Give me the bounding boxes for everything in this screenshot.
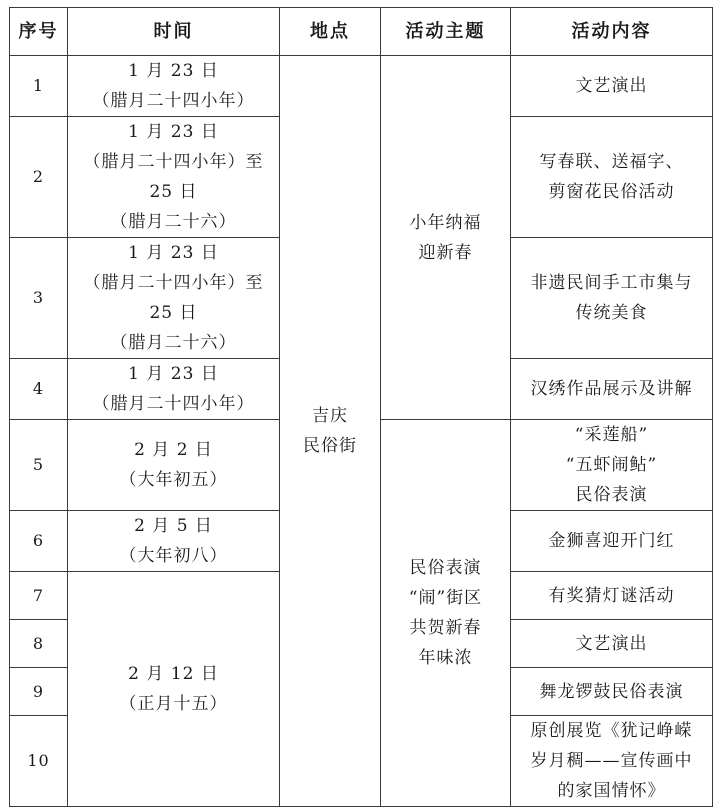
time-line: （大年初五） <box>119 470 228 490</box>
row-content <box>511 572 713 620</box>
header-row <box>10 8 713 56</box>
theme-line: 年味浓 <box>418 648 473 668</box>
content-line: 文艺演出 <box>575 76 648 96</box>
time-line: 25 日 <box>149 182 198 202</box>
row-number: 10 <box>10 716 68 807</box>
time-line: 2 月 5 日 <box>134 516 213 536</box>
activity-schedule-table <box>9 7 713 807</box>
content-line: 舞龙锣鼓民俗表演 <box>539 681 684 702</box>
time-line: （腊月二十六） <box>110 333 237 353</box>
location-cell <box>280 56 381 807</box>
theme-line: 共贺新春 <box>409 618 482 638</box>
row-time <box>68 238 280 359</box>
theme-cell <box>381 420 511 807</box>
content-line: 有奖猜灯谜活动 <box>548 585 675 606</box>
content-line: 民俗表演 <box>575 485 648 505</box>
location-line: 吉庆 <box>312 406 348 426</box>
row-content <box>511 359 713 420</box>
header-time: 时间 <box>68 8 280 56</box>
time-line: （腊月二十六） <box>110 212 237 232</box>
content-line: 非遗民间手工市集与 <box>530 273 693 293</box>
time-line: 1 月 23 日 <box>128 122 219 142</box>
time-line: 25 日 <box>149 303 198 323</box>
header-content: 活动内容 <box>511 8 713 56</box>
row-time <box>68 420 280 511</box>
time-line: 2 月 12 日 <box>128 664 219 684</box>
row-number: 6 <box>10 511 68 572</box>
row-number: 3 <box>10 238 68 359</box>
content-line: 剪窗花民俗活动 <box>548 182 675 202</box>
time-line: （腊月二十四小年） <box>92 91 255 111</box>
time-line: （腊月二十四小年）至 <box>83 273 264 293</box>
header-location: 地点 <box>280 8 381 56</box>
content-line: “五虾闹鲇” <box>565 455 658 475</box>
time-line: （腊月二十四小年）至 <box>83 152 264 172</box>
content-line: 汉绣作品展示及讲解 <box>530 379 693 399</box>
theme-line: 民俗表演 <box>409 558 482 578</box>
location-line: 民俗街 <box>303 436 357 456</box>
row-time <box>68 56 280 117</box>
row-time <box>68 511 280 572</box>
content-line: 传统美食 <box>575 303 648 323</box>
row-content <box>511 420 713 511</box>
time-line: （正月十五） <box>119 694 228 714</box>
row-time <box>68 359 280 420</box>
theme-cell <box>381 56 511 420</box>
content-line: “采莲船” <box>574 425 649 445</box>
row-number: 8 <box>10 620 68 668</box>
row-number: 2 <box>10 117 68 238</box>
time-line: （腊月二十四小年） <box>92 394 255 414</box>
content-line: 金狮喜迎开门红 <box>548 531 675 551</box>
time-line: 1 月 23 日 <box>128 61 219 81</box>
shared-time-cell <box>68 572 280 807</box>
table-row <box>10 56 713 117</box>
content-line: 的家国情怀》 <box>557 781 666 801</box>
content-line: 原创展览《犹记峥嵘 <box>530 721 693 741</box>
header-no: 序号 <box>10 8 68 56</box>
row-content <box>511 117 713 238</box>
row-time <box>68 117 280 238</box>
row-number: 7 <box>10 572 68 620</box>
row-content <box>511 56 713 117</box>
content-line: 岁月稠——宣传画中 <box>530 751 693 771</box>
header-theme: 活动主题 <box>381 8 511 56</box>
row-content <box>511 716 713 807</box>
row-content <box>511 668 713 716</box>
theme-line: 迎新春 <box>418 242 473 263</box>
row-number: 1 <box>10 56 68 117</box>
time-line: 1 月 23 日 <box>128 243 219 263</box>
row-number: 4 <box>10 359 68 420</box>
content-line: 文艺演出 <box>575 633 648 654</box>
row-content <box>511 238 713 359</box>
time-line: 2 月 2 日 <box>134 440 213 460</box>
theme-line: 小年纳福 <box>409 212 482 233</box>
content-line: 写春联、送福字、 <box>539 152 684 172</box>
time-line: （大年初八） <box>119 546 228 566</box>
time-line: 1 月 23 日 <box>128 364 219 384</box>
row-number: 9 <box>10 668 68 716</box>
row-content <box>511 620 713 668</box>
row-number: 5 <box>10 420 68 511</box>
theme-line: “闹”街区 <box>408 588 483 608</box>
row-content <box>511 511 713 572</box>
